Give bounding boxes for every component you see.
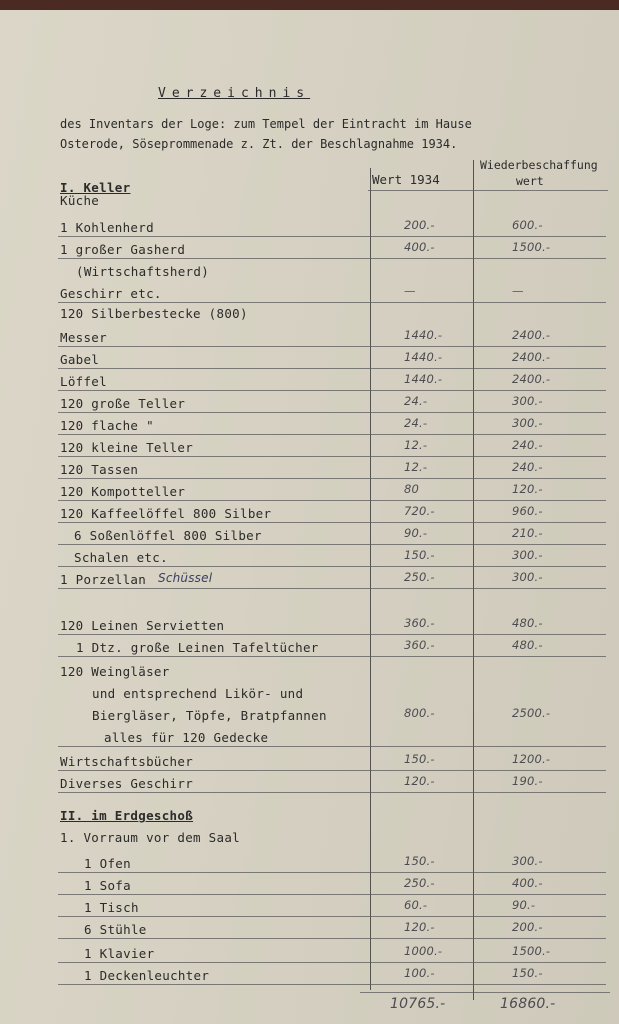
- row-replacement-value: 150.-: [512, 966, 543, 980]
- row-rule: [58, 746, 606, 747]
- column-header-replacement-value: wert: [516, 174, 544, 188]
- row-replacement-value: 300.-: [512, 394, 543, 408]
- row-rule: [58, 346, 606, 347]
- column-header-replacement: Wiederbeschaffung: [480, 158, 598, 172]
- row-rule: [58, 390, 606, 391]
- column-rule-middle: [473, 160, 474, 1000]
- row-label: Geschirr etc.: [60, 286, 162, 301]
- row-replacement-value: 300.-: [512, 548, 543, 562]
- row-label: Löffel: [60, 374, 107, 389]
- row-value-1934: 120.-: [404, 774, 435, 788]
- totals-rule: [360, 992, 610, 993]
- row-replacement-value: 480.-: [512, 638, 543, 652]
- row-value-1934: 24.-: [404, 394, 428, 408]
- row-label: Messer: [60, 330, 107, 345]
- row-label: (Wirtschaftsherd): [76, 264, 210, 279]
- row-rule: [58, 872, 606, 873]
- row-rule: [58, 566, 606, 567]
- column-rule-left: [370, 168, 371, 990]
- row-label: 6 Stühle: [84, 922, 147, 937]
- row-label: 1 Klavier: [84, 946, 155, 961]
- row-rule: [58, 478, 606, 479]
- row-rule: [58, 368, 606, 369]
- row-label: 120 große Teller: [60, 396, 186, 411]
- row-rule: [58, 412, 606, 413]
- row-label: Wirtschaftsbücher: [60, 754, 194, 769]
- row-replacement-value: 2400.-: [512, 372, 551, 386]
- row-label: alles für 120 Gedecke: [104, 730, 269, 745]
- row-label: 6 Soßenlöffel 800 Silber: [74, 528, 262, 543]
- row-label: II. im Erdgeschoß: [60, 808, 194, 823]
- row-replacement-value: 90.-: [512, 898, 536, 912]
- document-page: [0, 10, 619, 1024]
- row-rule: [58, 962, 606, 963]
- row-value-1934: 1000.-: [404, 944, 443, 958]
- row-label: I. Keller: [60, 180, 131, 195]
- row-value-1934: 100.-: [404, 966, 435, 980]
- row-label: und entsprechend Likör- und: [92, 686, 304, 701]
- row-rule: [58, 456, 606, 457]
- row-rule: [58, 544, 606, 545]
- row-value-1934: 12.-: [404, 438, 428, 452]
- header-underline: [368, 190, 608, 191]
- row-value-1934: 200.-: [404, 218, 435, 232]
- total-value-1934: 10765.-: [390, 996, 446, 1012]
- row-replacement-value: 600.-: [512, 218, 543, 232]
- row-rule: [58, 588, 606, 589]
- row-label: 1 Dtz. große Leinen Tafeltücher: [76, 640, 319, 655]
- row-rule: [58, 634, 606, 635]
- row-value-1934: —: [404, 284, 416, 298]
- row-replacement-value: 240.-: [512, 438, 543, 452]
- row-label: 1. Vorraum vor dem Saal: [60, 830, 240, 845]
- row-value-1934: 80: [404, 482, 420, 496]
- row-value-1934: 720.-: [404, 504, 435, 518]
- row-replacement-value: 480.-: [512, 616, 543, 630]
- row-value-1934: 12.-: [404, 460, 428, 474]
- row-value-1934: 150.-: [404, 752, 435, 766]
- row-label: 120 Silberbestecke (800): [60, 306, 248, 321]
- row-replacement-value: 1500.-: [512, 944, 551, 958]
- row-rule: [58, 770, 606, 771]
- row-label: 120 kleine Teller: [60, 440, 194, 455]
- row-replacement-value: 1500.-: [512, 240, 551, 254]
- row-value-1934: 120.-: [404, 920, 435, 934]
- page-title: Verzeichnis: [158, 86, 311, 101]
- row-replacement-value: 400.-: [512, 876, 543, 890]
- row-replacement-value: 120.-: [512, 482, 543, 496]
- row-replacement-value: 210.-: [512, 526, 543, 540]
- row-rule: [58, 938, 606, 939]
- row-label: 1 Deckenleuchter: [84, 968, 210, 983]
- column-header-value-1934: Wert 1934: [372, 172, 440, 187]
- row-value-1934: 1440.-: [404, 328, 443, 342]
- subtitle-line-1: des Inventars der Loge: zum Tempel der Eintracht im Hause: [60, 117, 472, 131]
- row-replacement-value: 300.-: [512, 854, 543, 868]
- row-replacement-value: 960.-: [512, 504, 543, 518]
- row-value-1934: 24.-: [404, 416, 428, 430]
- row-rule: [58, 894, 606, 895]
- row-label: 120 Kompotteller: [60, 484, 186, 499]
- row-rule: [58, 434, 606, 435]
- row-rule: [58, 236, 606, 237]
- row-replacement-value: 2500.-: [512, 706, 551, 720]
- row-rule: [58, 656, 606, 657]
- row-value-1934: 1440.-: [404, 372, 443, 386]
- row-rule: [58, 522, 606, 523]
- row-label: 120 Weingläser: [60, 664, 170, 679]
- row-label: 120 flache ": [60, 418, 154, 433]
- row-value-1934: 60.-: [404, 898, 428, 912]
- row-label: 1 Tisch: [84, 900, 139, 915]
- row-label: 1 Kohlenherd: [60, 220, 154, 235]
- row-label: 120 Kaffeelöffel 800 Silber: [60, 506, 272, 521]
- row-replacement-value: 1200.-: [512, 752, 551, 766]
- row-label: Küche: [60, 193, 100, 208]
- row-label: Biergläser, Töpfe, Bratpfannen: [92, 708, 327, 723]
- row-replacement-value: 240.-: [512, 460, 543, 474]
- row-label: 120 Leinen Servietten: [60, 618, 225, 633]
- row-label: 120 Tassen: [60, 462, 139, 477]
- row-value-1934: 360.-: [404, 638, 435, 652]
- row-value-1934: 400.-: [404, 240, 435, 254]
- row-label: Diverses Geschirr: [60, 776, 194, 791]
- row-label: Gabel: [60, 352, 100, 367]
- row-rule: [58, 258, 606, 259]
- row-rule: [58, 500, 606, 501]
- row-value-1934: 250.-: [404, 570, 435, 584]
- row-label: 1 Sofa: [84, 878, 131, 893]
- row-replacement-value: 2400.-: [512, 350, 551, 364]
- row-label: Schalen etc.: [74, 550, 168, 565]
- subtitle-line-2: Osterode, Söseprommenade z. Zt. der Beschlagnahme 1934.: [60, 137, 458, 151]
- row-value-1934: 150.-: [404, 548, 435, 562]
- row-replacement-value: 300.-: [512, 416, 543, 430]
- row-rule: [58, 792, 606, 793]
- row-label: 1 großer Gasherd: [60, 242, 186, 257]
- row-rule: [58, 984, 606, 985]
- row-replacement-value: 300.-: [512, 570, 543, 584]
- row-value-1934: 250.-: [404, 876, 435, 890]
- row-value-1934: 360.-: [404, 616, 435, 630]
- porzellan-handwritten-note: Schüssel: [158, 571, 213, 585]
- total-replacement-value: 16860.-: [500, 996, 556, 1012]
- row-rule: [58, 916, 606, 917]
- row-value-1934: 90.-: [404, 526, 428, 540]
- row-replacement-value: 190.-: [512, 774, 543, 788]
- row-value-1934: 150.-: [404, 854, 435, 868]
- row-value-1934: 1440.-: [404, 350, 443, 364]
- row-label: 1 Ofen: [84, 856, 131, 871]
- row-replacement-value: 2400.-: [512, 328, 551, 342]
- row-value-1934: 800.-: [404, 706, 435, 720]
- row-label: 1 Porzellan: [60, 572, 147, 587]
- row-replacement-value: —: [512, 284, 524, 298]
- row-rule: [58, 302, 606, 303]
- row-replacement-value: 200.-: [512, 920, 543, 934]
